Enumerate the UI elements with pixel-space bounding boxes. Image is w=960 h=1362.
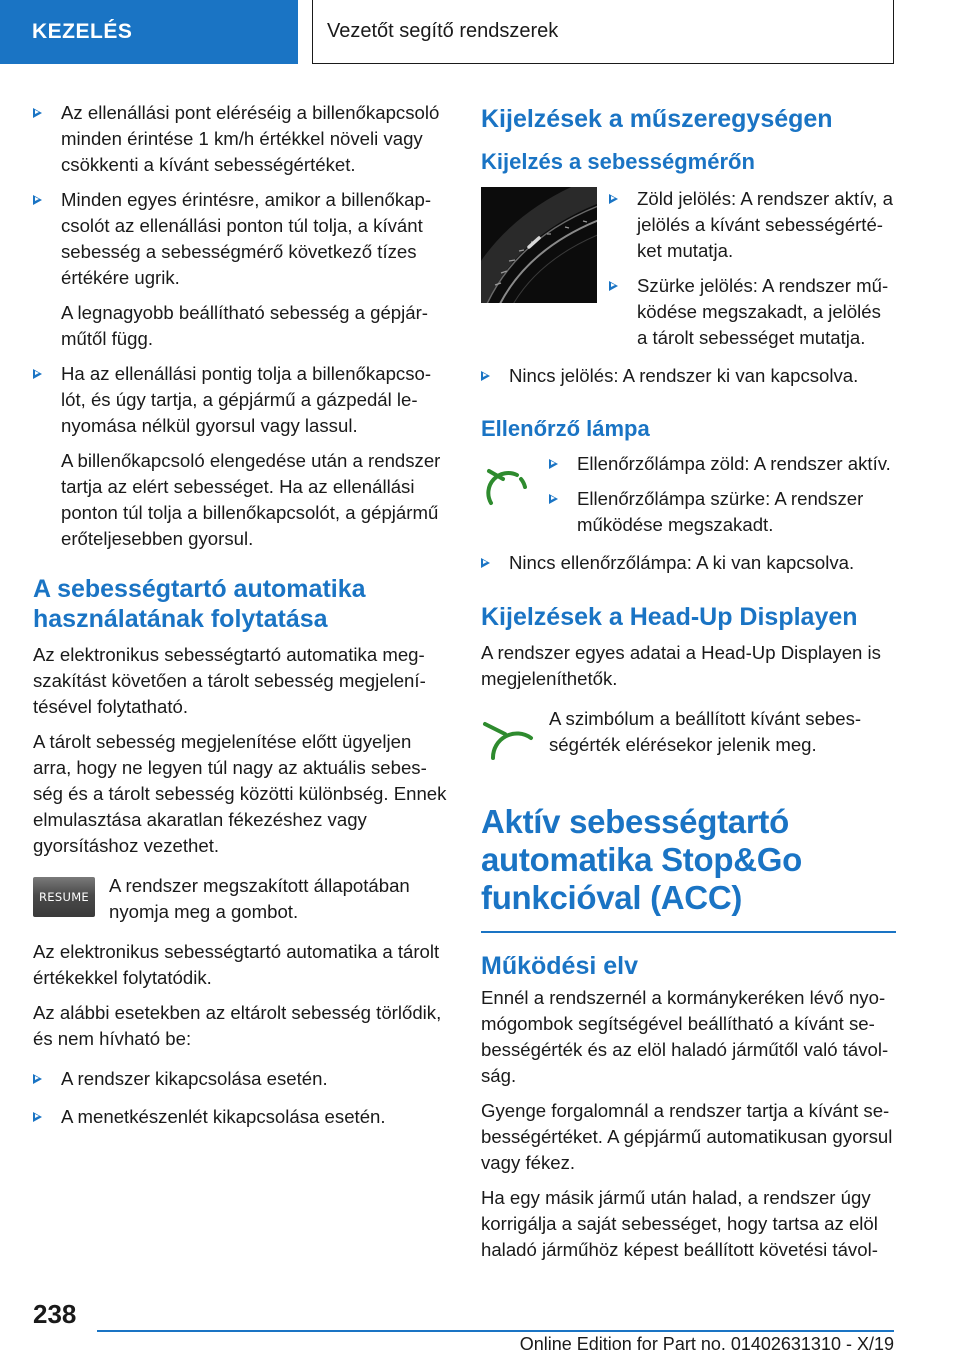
list-item: Ellenőrzőlámpa szürke: A rendszer működése megszakadt. bbox=[549, 486, 896, 538]
list-item: Nincs ellenőrzőlámpa: A ki van kapcsolva. bbox=[481, 550, 896, 576]
section-heading: A sebességtartó automatika használatának folytatása bbox=[33, 575, 366, 633]
paragraph: A tárolt sebesség megjelenítése előtt ügyeljen arra, hogy ne legyen túl nagy az aktuális sebesség és a tárolt sebesség közötti különbség. Ennek elmulasztása akaratlan fékezéshez vagy gyorsításhoz vezethet. bbox=[33, 731, 447, 856]
triangle-bullet-icon bbox=[481, 371, 490, 381]
speedometer-green-lamp-icon bbox=[481, 457, 537, 513]
paragraph: Az elektronikus sebességtartó automatika a tárolt értékekkel folytatódik. bbox=[33, 941, 440, 988]
triangle-bullet-icon bbox=[33, 1074, 42, 1084]
footer-divider bbox=[97, 1330, 894, 1332]
triangle-bullet-icon bbox=[609, 281, 618, 291]
paragraph: Ennél a rendszernél a kormánykeréken lévő nyomógombok segítségével beállítható a kívánt sebességérték és az elöl haladó járműtől való távolság. bbox=[481, 986, 889, 1086]
triangle-bullet-icon bbox=[609, 194, 618, 204]
chapter-title: Vezetőt segítő rendszerek bbox=[312, 0, 894, 64]
paragraph: A rendszer egyes adatai a Head-Up Displayen is megjeleníthetők. bbox=[481, 642, 881, 689]
resume-button: RESUME bbox=[33, 877, 95, 917]
right-column bbox=[481, 100, 896, 1272]
list-item: Minden egyes érintésre, amikor a billenőkapcsolót az ellenállási ponton túl tolja, a kívánt sebesség a sebességmérő következő tízes értékére ugrik. bbox=[33, 187, 448, 291]
hud-symbol-row bbox=[481, 706, 896, 769]
triangle-bullet-icon bbox=[549, 494, 558, 504]
chapter-heading-line: Aktív sebességtartó bbox=[481, 803, 789, 840]
list-item: Az ellenállási pont eléréséig a billenőkapcsoló minden érintése 1 km/h értékkel növeli vagy csökkenti a kívánt sebességértéket. bbox=[33, 100, 448, 178]
bullet-note: A legnagyobb beállítható sebesség a gépjárműtől függ. bbox=[61, 302, 428, 349]
triangle-bullet-icon bbox=[33, 369, 42, 379]
resume-description: A rendszer megszakított állapotában nyomja meg a gombot. bbox=[109, 875, 410, 922]
left-column bbox=[33, 100, 448, 1139]
list-item: A rendszer kikapcsolása esetén. bbox=[33, 1066, 448, 1092]
hud-symbol-description: A szimbólum a beállított kívánt sebességérték elérésekor jelenik meg. bbox=[549, 708, 862, 755]
bullet-note: A billenőkapcsoló elengedése után a rendszer tartja az elért sebességet. Ha az ellenállási ponton túl tolja a billenőkapcsolót, a gépjármű erőteljesebben gyorsul. bbox=[61, 450, 441, 549]
list-item: A menetkészenlét kikapcsolása esetén. bbox=[33, 1104, 448, 1130]
paragraph: Az elektronikus sebességtartó automatika megszakítást követően a tárolt sebesség megjelenítésével folytatható. bbox=[33, 644, 426, 717]
triangle-bullet-icon bbox=[481, 558, 490, 568]
section-heading: Működési elv bbox=[481, 951, 638, 980]
chapter-heading bbox=[481, 803, 896, 917]
page-number: 238 bbox=[33, 1299, 77, 1329]
list-item: Szürke jelölés: A rendszer működése megszakadt, a jelölés a tárolt sebességet mutatja. bbox=[609, 273, 896, 351]
list-item: Ellenőrzőlámpa zöld: A rendszer aktív. bbox=[549, 451, 896, 477]
list-item: Nincs jelölés: A rendszer ki van kapcsolva. bbox=[481, 363, 896, 389]
triangle-bullet-icon bbox=[33, 108, 42, 118]
resume-instruction bbox=[33, 873, 448, 925]
chapter-heading-line: funkcióval (ACC) bbox=[481, 879, 743, 916]
triangle-bullet-icon bbox=[549, 459, 558, 469]
triangle-bullet-icon bbox=[33, 195, 42, 205]
hud-speed-symbol-icon bbox=[481, 708, 537, 764]
subsection-heading: Ellenőrző lámpa bbox=[481, 416, 650, 441]
paragraph: Ha egy másik jármű után halad, a rendszer úgy korrigálja a saját sebességet, hogy tartsa az elöl haladó járműhöz képest beállított követési távol- bbox=[481, 1186, 878, 1260]
section-heading: Kijelzések a Head-Up Displayen bbox=[481, 603, 858, 631]
subsection-heading: Kijelzés a sebességmérőn bbox=[481, 149, 755, 174]
triangle-bullet-icon bbox=[33, 1112, 42, 1122]
indicator-lamp-row bbox=[481, 451, 896, 538]
heading-divider bbox=[481, 931, 896, 933]
section-heading: Kijelzések a műszeregységen bbox=[481, 105, 833, 133]
edition-note: Online Edition for Part no. 01402631310 - X/19 bbox=[519, 1334, 894, 1354]
paragraph: Az alábbi esetekben az eltárolt sebesség törlődik, és nem hívható be: bbox=[33, 1002, 442, 1049]
speedometer-image bbox=[481, 187, 597, 303]
chapter-heading-line: automatika Stop&Go bbox=[481, 841, 802, 878]
list-item: Ha az ellenállási pontig tolja a billenőkapcsolót, és úgy tartja, a gépjármű a gázpedál lenyomása nélkül gyorsul vagy lassul. bbox=[33, 361, 448, 439]
speedometer-row bbox=[481, 186, 896, 351]
list-item: Zöld jelölés: A rendszer aktív, a jelölés a kívánt sebességértéket mutatja. bbox=[609, 186, 896, 264]
section-tab: KEZELÉS bbox=[0, 0, 298, 64]
paragraph: Gyenge forgalomnál a rendszer tartja a kívánt sebességértéket. A gépjármű automatikusan gyorsul vagy fékez. bbox=[481, 1099, 893, 1173]
page-header bbox=[0, 0, 960, 66]
speedometer-icon bbox=[481, 187, 597, 303]
